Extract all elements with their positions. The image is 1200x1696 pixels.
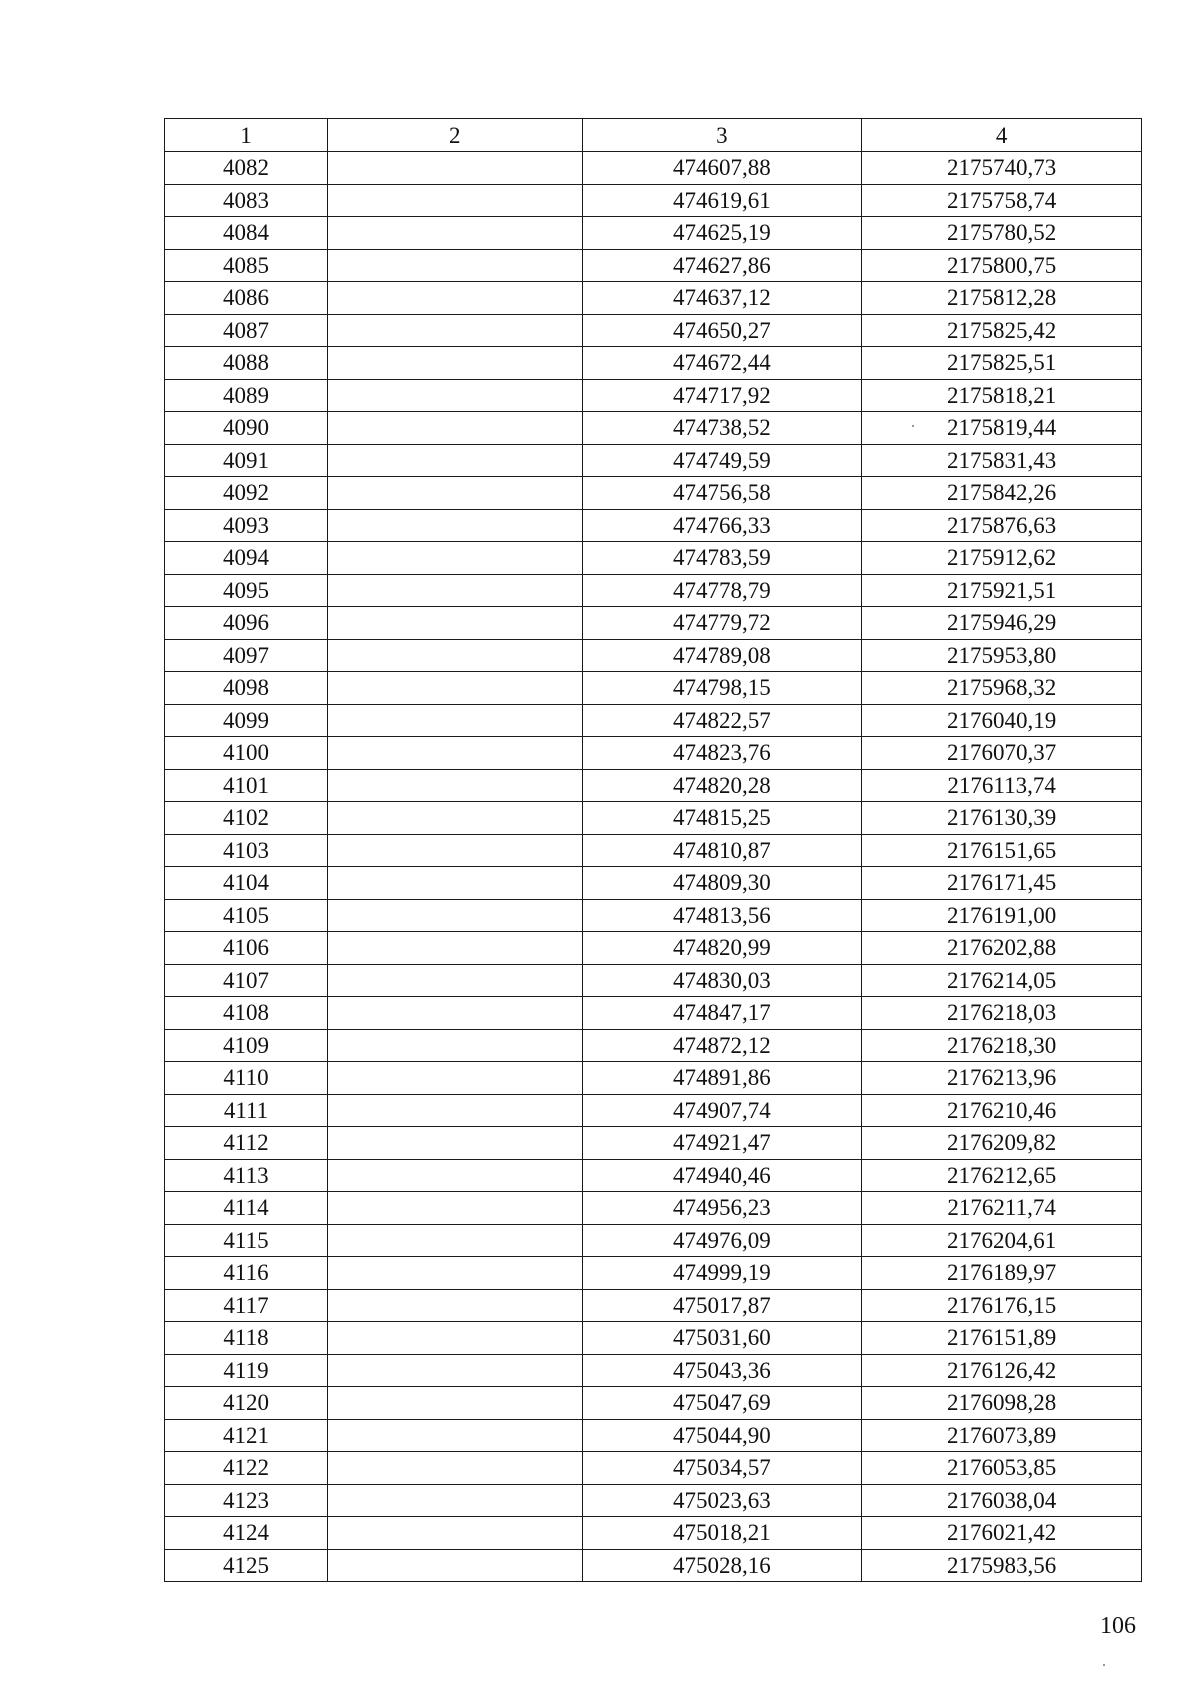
- cell-point-number: 4110: [165, 1062, 328, 1095]
- cell-column-2: [328, 737, 583, 770]
- cell-column-2: [328, 1452, 583, 1485]
- header-row: [165, 119, 1142, 152]
- header-cell-coordinate-y: 4: [862, 119, 1142, 152]
- table-row: [165, 1549, 1142, 1582]
- cell-coordinate-x: 474627,86: [582, 249, 862, 282]
- cell-coordinate-y: 2176209,82: [862, 1127, 1142, 1160]
- cell-coordinate-y: 2176040,19: [862, 704, 1142, 737]
- cell-point-number: 4082: [165, 152, 328, 185]
- cell-coordinate-y: 2176176,15: [862, 1289, 1142, 1322]
- cell-point-number: 4121: [165, 1419, 328, 1452]
- cell-coordinate-y: 2175758,74: [862, 184, 1142, 217]
- table-row: [165, 1192, 1142, 1225]
- cell-coordinate-y: 2176073,89: [862, 1419, 1142, 1452]
- cell-coordinate-y: 2176204,61: [862, 1224, 1142, 1257]
- cell-column-2: [328, 444, 583, 477]
- cell-coordinate-x: 474619,61: [582, 184, 862, 217]
- cell-coordinate-x: 474650,27: [582, 314, 862, 347]
- cell-coordinate-x: 474637,12: [582, 282, 862, 315]
- cell-column-2: [328, 867, 583, 900]
- cell-point-number: 4085: [165, 249, 328, 282]
- cell-coordinate-y: 2175819,44: [862, 412, 1142, 445]
- cell-point-number: 4093: [165, 509, 328, 542]
- cell-column-2: [328, 997, 583, 1030]
- cell-column-2: [328, 932, 583, 965]
- cell-point-number: 4115: [165, 1224, 328, 1257]
- cell-column-2: [328, 1387, 583, 1420]
- cell-point-number: 4111: [165, 1094, 328, 1127]
- cell-column-2: [328, 1517, 583, 1550]
- table-row: [165, 1224, 1142, 1257]
- cell-coordinate-y: 2176212,65: [862, 1159, 1142, 1192]
- cell-column-2: [328, 314, 583, 347]
- coordinates-table: [164, 118, 1142, 1582]
- table-row: [165, 574, 1142, 607]
- table-row: [165, 1127, 1142, 1160]
- cell-coordinate-x: 475047,69: [582, 1387, 862, 1420]
- cell-column-2: [328, 1224, 583, 1257]
- table-row: [165, 1354, 1142, 1387]
- cell-point-number: 4090: [165, 412, 328, 445]
- cell-coordinate-y: 2176130,39: [862, 802, 1142, 835]
- cell-coordinate-y: 2176218,03: [862, 997, 1142, 1030]
- cell-column-2: [328, 1029, 583, 1062]
- table-row: [165, 542, 1142, 575]
- cell-coordinate-y: 2176053,85: [862, 1452, 1142, 1485]
- page-number: 106: [1100, 1613, 1136, 1639]
- cell-coordinate-x: 474672,44: [582, 347, 862, 380]
- table-row: [165, 1419, 1142, 1452]
- cell-coordinate-x: 475043,36: [582, 1354, 862, 1387]
- cell-coordinate-y: 2175921,51: [862, 574, 1142, 607]
- cell-column-2: [328, 249, 583, 282]
- table-row: [165, 282, 1142, 315]
- cell-coordinate-x: 474783,59: [582, 542, 862, 575]
- table-row: [165, 444, 1142, 477]
- cell-column-2: [328, 217, 583, 250]
- table-row: [165, 737, 1142, 770]
- table-row: [165, 769, 1142, 802]
- cell-point-number: 4096: [165, 607, 328, 640]
- table-row: [165, 347, 1142, 380]
- cell-column-2: [328, 1192, 583, 1225]
- header-cell-coordinate-x: 3: [582, 119, 862, 152]
- cell-point-number: 4086: [165, 282, 328, 315]
- table-row: [165, 704, 1142, 737]
- cell-coordinate-x: 474809,30: [582, 867, 862, 900]
- cell-column-2: [328, 184, 583, 217]
- table-row: [165, 1387, 1142, 1420]
- cell-coordinate-y: 2176189,97: [862, 1257, 1142, 1290]
- cell-column-2: [328, 672, 583, 705]
- table-header: [165, 119, 1142, 152]
- cell-column-2: [328, 802, 583, 835]
- table-row: [165, 314, 1142, 347]
- cell-column-2: [328, 1419, 583, 1452]
- table-row: [165, 1517, 1142, 1550]
- table-row: [165, 899, 1142, 932]
- cell-column-2: [328, 834, 583, 867]
- cell-coordinate-x: 474891,86: [582, 1062, 862, 1095]
- table-row: [165, 1452, 1142, 1485]
- cell-coordinate-y: 2175740,73: [862, 152, 1142, 185]
- cell-coordinate-x: 474756,58: [582, 477, 862, 510]
- cell-coordinate-x: 474813,56: [582, 899, 862, 932]
- cell-point-number: 4118: [165, 1322, 328, 1355]
- cell-column-2: [328, 282, 583, 315]
- cell-point-number: 4095: [165, 574, 328, 607]
- cell-point-number: 4116: [165, 1257, 328, 1290]
- cell-coordinate-y: 2175968,32: [862, 672, 1142, 705]
- cell-column-2: [328, 1354, 583, 1387]
- table-body: [165, 152, 1142, 1582]
- cell-coordinate-y: 2176151,65: [862, 834, 1142, 867]
- cell-coordinate-y: 2176202,88: [862, 932, 1142, 965]
- cell-column-2: [328, 1062, 583, 1095]
- cell-column-2: [328, 1159, 583, 1192]
- cell-point-number: 4107: [165, 964, 328, 997]
- cell-coordinate-y: 2176126,42: [862, 1354, 1142, 1387]
- cell-coordinate-y: 2176070,37: [862, 737, 1142, 770]
- cell-column-2: [328, 1549, 583, 1582]
- table-row: [165, 184, 1142, 217]
- cell-coordinate-x: 474907,74: [582, 1094, 862, 1127]
- cell-coordinate-y: 2176098,28: [862, 1387, 1142, 1420]
- cell-coordinate-x: 474798,15: [582, 672, 862, 705]
- cell-coordinate-x: 474940,46: [582, 1159, 862, 1192]
- cell-coordinate-y: 2175912,62: [862, 542, 1142, 575]
- cell-column-2: [328, 509, 583, 542]
- cell-coordinate-y: 2176211,74: [862, 1192, 1142, 1225]
- cell-point-number: 4108: [165, 997, 328, 1030]
- table-row: [165, 639, 1142, 672]
- cell-coordinate-x: 474749,59: [582, 444, 862, 477]
- table-row: [165, 1062, 1142, 1095]
- cell-column-2: [328, 639, 583, 672]
- cell-point-number: 4102: [165, 802, 328, 835]
- cell-point-number: 4084: [165, 217, 328, 250]
- cell-coordinate-x: 475023,63: [582, 1484, 862, 1517]
- cell-point-number: 4120: [165, 1387, 328, 1420]
- table-row: [165, 997, 1142, 1030]
- cell-column-2: [328, 347, 583, 380]
- table-row: [165, 1159, 1142, 1192]
- table-row: [165, 1029, 1142, 1062]
- cell-point-number: 4117: [165, 1289, 328, 1322]
- cell-coordinate-x: 475034,57: [582, 1452, 862, 1485]
- cell-point-number: 4083: [165, 184, 328, 217]
- cell-coordinate-y: 2175831,43: [862, 444, 1142, 477]
- cell-column-2: [328, 1322, 583, 1355]
- cell-point-number: 4114: [165, 1192, 328, 1225]
- cell-coordinate-x: 474778,79: [582, 574, 862, 607]
- scan-speck: [1103, 1664, 1105, 1666]
- cell-coordinate-x: 474830,03: [582, 964, 862, 997]
- cell-coordinate-x: 474789,08: [582, 639, 862, 672]
- cell-coordinate-x: 474766,33: [582, 509, 862, 542]
- cell-coordinate-y: 2176038,04: [862, 1484, 1142, 1517]
- table-row: [165, 1094, 1142, 1127]
- cell-coordinate-y: 2175780,52: [862, 217, 1142, 250]
- cell-point-number: 4101: [165, 769, 328, 802]
- cell-coordinate-y: 2175842,26: [862, 477, 1142, 510]
- cell-point-number: 4123: [165, 1484, 328, 1517]
- scan-speck: [912, 425, 914, 427]
- cell-point-number: 4103: [165, 834, 328, 867]
- table-row: [165, 1484, 1142, 1517]
- cell-coordinate-x: 475017,87: [582, 1289, 862, 1322]
- table-row: [165, 152, 1142, 185]
- table-row: [165, 1322, 1142, 1355]
- cell-coordinate-x: 474607,88: [582, 152, 862, 185]
- cell-coordinate-x: 474999,19: [582, 1257, 862, 1290]
- cell-coordinate-y: 2176113,74: [862, 769, 1142, 802]
- table-row: [165, 1289, 1142, 1322]
- table-row: [165, 672, 1142, 705]
- cell-coordinate-x: 474810,87: [582, 834, 862, 867]
- cell-coordinate-x: 474820,99: [582, 932, 862, 965]
- cell-coordinate-y: 2175946,29: [862, 607, 1142, 640]
- cell-coordinate-y: 2175876,63: [862, 509, 1142, 542]
- cell-coordinate-y: 2175953,80: [862, 639, 1142, 672]
- cell-coordinate-x: 474823,76: [582, 737, 862, 770]
- cell-coordinate-x: 475028,16: [582, 1549, 862, 1582]
- cell-coordinate-y: 2176171,45: [862, 867, 1142, 900]
- table-row: [165, 379, 1142, 412]
- cell-coordinate-x: 475044,90: [582, 1419, 862, 1452]
- cell-point-number: 4088: [165, 347, 328, 380]
- cell-column-2: [328, 964, 583, 997]
- cell-point-number: 4089: [165, 379, 328, 412]
- cell-point-number: 4106: [165, 932, 328, 965]
- cell-column-2: [328, 1094, 583, 1127]
- cell-column-2: [328, 1127, 583, 1160]
- table-row: [165, 412, 1142, 445]
- cell-coordinate-y: 2176151,89: [862, 1322, 1142, 1355]
- cell-column-2: [328, 412, 583, 445]
- cell-coordinate-x: 474847,17: [582, 997, 862, 1030]
- cell-coordinate-x: 474815,25: [582, 802, 862, 835]
- cell-column-2: [328, 379, 583, 412]
- table-row: [165, 1257, 1142, 1290]
- cell-point-number: 4099: [165, 704, 328, 737]
- table-row: [165, 509, 1142, 542]
- header-cell-column-2: 2: [328, 119, 583, 152]
- cell-point-number: 4104: [165, 867, 328, 900]
- cell-coordinate-y: 2175818,21: [862, 379, 1142, 412]
- table-row: [165, 802, 1142, 835]
- cell-coordinate-y: 2176218,30: [862, 1029, 1142, 1062]
- cell-point-number: 4122: [165, 1452, 328, 1485]
- cell-coordinate-x: 474921,47: [582, 1127, 862, 1160]
- cell-coordinate-x: 474717,92: [582, 379, 862, 412]
- cell-point-number: 4105: [165, 899, 328, 932]
- cell-point-number: 4109: [165, 1029, 328, 1062]
- cell-point-number: 4113: [165, 1159, 328, 1192]
- cell-coordinate-x: 474956,23: [582, 1192, 862, 1225]
- table-row: [165, 964, 1142, 997]
- cell-coordinate-y: 2175983,56: [862, 1549, 1142, 1582]
- header-cell-point-number: 1: [165, 119, 328, 152]
- cell-column-2: [328, 152, 583, 185]
- cell-coordinate-y: 2176191,00: [862, 899, 1142, 932]
- cell-point-number: 4098: [165, 672, 328, 705]
- cell-coordinate-x: 474976,09: [582, 1224, 862, 1257]
- table-row: [165, 607, 1142, 640]
- cell-coordinate-x: 474779,72: [582, 607, 862, 640]
- cell-coordinate-y: 2175812,28: [862, 282, 1142, 315]
- cell-column-2: [328, 542, 583, 575]
- cell-coordinate-x: 475018,21: [582, 1517, 862, 1550]
- cell-column-2: [328, 607, 583, 640]
- cell-point-number: 4092: [165, 477, 328, 510]
- cell-column-2: [328, 704, 583, 737]
- table-row: [165, 834, 1142, 867]
- cell-point-number: 4125: [165, 1549, 328, 1582]
- cell-point-number: 4097: [165, 639, 328, 672]
- cell-coordinate-y: 2175825,51: [862, 347, 1142, 380]
- cell-coordinate-x: 474625,19: [582, 217, 862, 250]
- cell-coordinate-x: 475031,60: [582, 1322, 862, 1355]
- cell-point-number: 4119: [165, 1354, 328, 1387]
- cell-point-number: 4124: [165, 1517, 328, 1550]
- cell-point-number: 4112: [165, 1127, 328, 1160]
- cell-coordinate-y: 2176021,42: [862, 1517, 1142, 1550]
- cell-point-number: 4091: [165, 444, 328, 477]
- table-row: [165, 249, 1142, 282]
- table-row: [165, 217, 1142, 250]
- cell-coordinate-y: 2176210,46: [862, 1094, 1142, 1127]
- table-row: [165, 477, 1142, 510]
- table-row: [165, 867, 1142, 900]
- table-row: [165, 932, 1142, 965]
- cell-point-number: 4094: [165, 542, 328, 575]
- cell-coordinate-y: 2176214,05: [862, 964, 1142, 997]
- cell-coordinate-y: 2175800,75: [862, 249, 1142, 282]
- cell-coordinate-x: 474738,52: [582, 412, 862, 445]
- cell-column-2: [328, 1257, 583, 1290]
- cell-column-2: [328, 899, 583, 932]
- cell-coordinate-x: 474820,28: [582, 769, 862, 802]
- cell-column-2: [328, 769, 583, 802]
- cell-coordinate-x: 474872,12: [582, 1029, 862, 1062]
- cell-column-2: [328, 574, 583, 607]
- cell-coordinate-x: 474822,57: [582, 704, 862, 737]
- cell-coordinate-y: 2176213,96: [862, 1062, 1142, 1095]
- cell-column-2: [328, 1289, 583, 1322]
- cell-coordinate-y: 2175825,42: [862, 314, 1142, 347]
- cell-column-2: [328, 1484, 583, 1517]
- cell-column-2: [328, 477, 583, 510]
- cell-point-number: 4100: [165, 737, 328, 770]
- cell-point-number: 4087: [165, 314, 328, 347]
